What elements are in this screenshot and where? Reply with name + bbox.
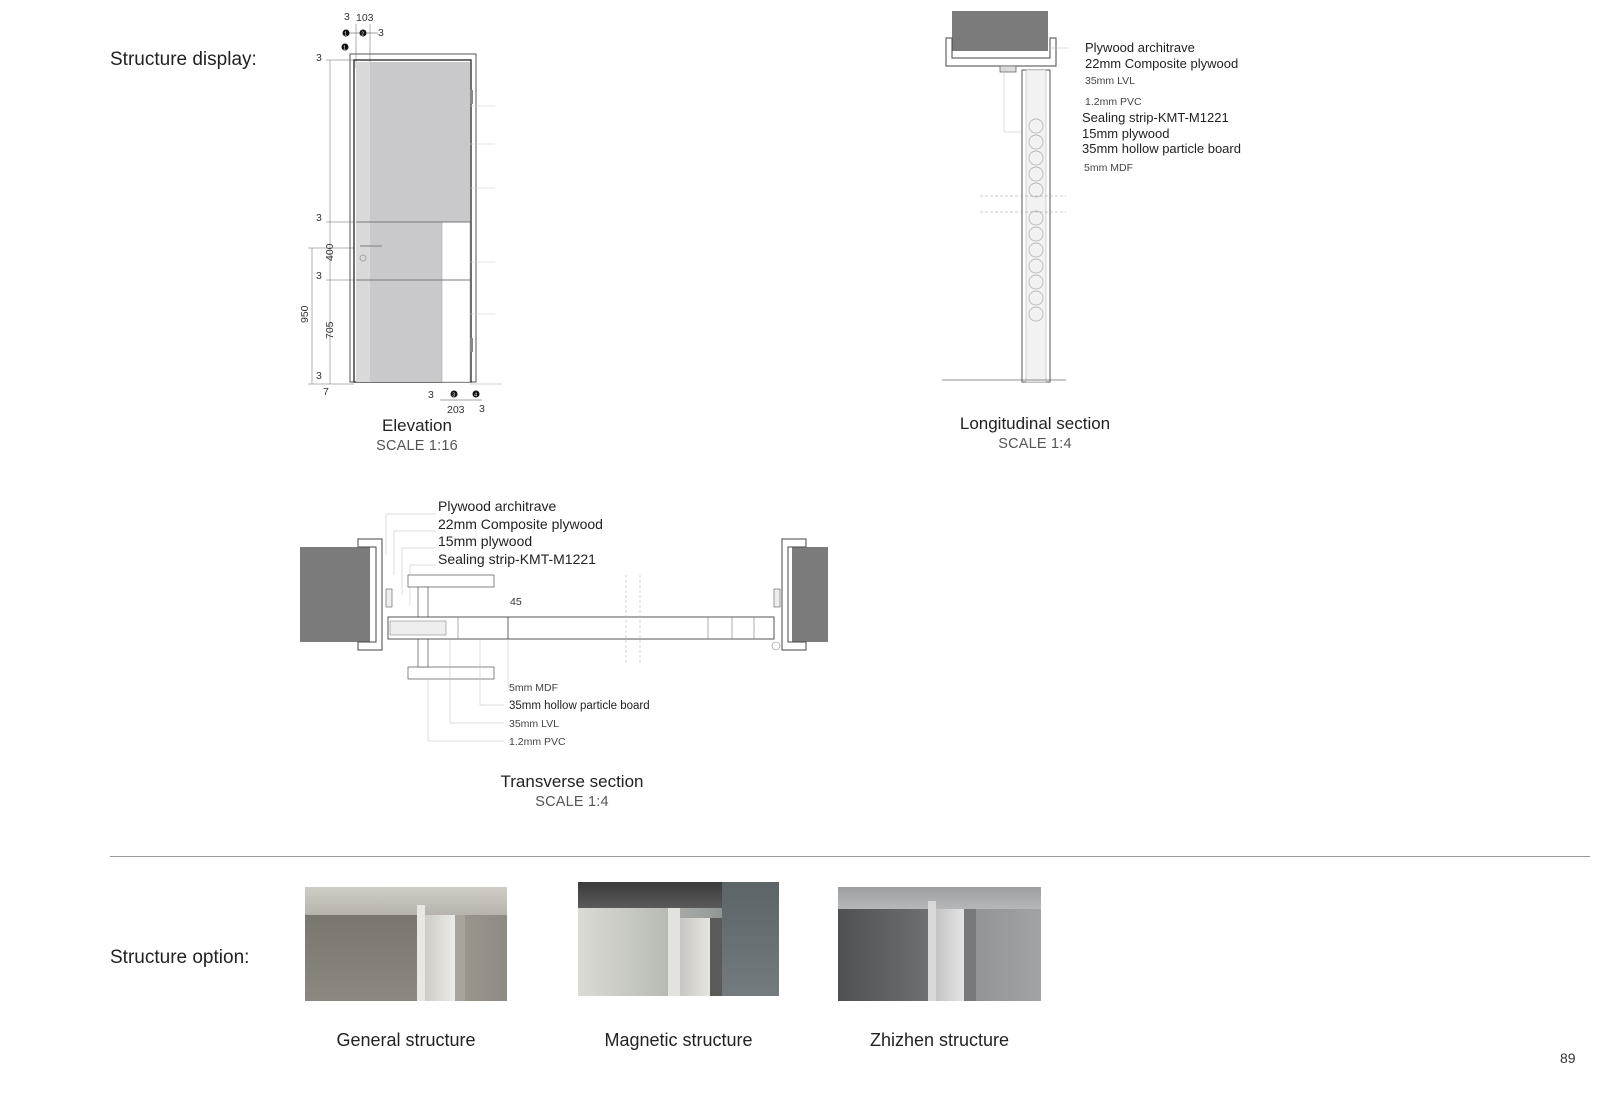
option-label-general: General structure	[336, 1030, 476, 1050]
longitudinal-drawing	[940, 8, 1070, 388]
dim-103: 103	[356, 12, 374, 24]
section-divider	[110, 856, 1590, 857]
trans-note-composite-plywood: 22mm Composite plywood	[438, 515, 603, 532]
magnetic-structure-photo	[578, 882, 779, 996]
general-structure-photo	[305, 887, 507, 1001]
trans-note-hollow-board: 35mm hollow particle board	[509, 700, 650, 712]
trans-note-lvl: 35mm LVL	[509, 718, 559, 730]
dim-400: 400	[324, 243, 336, 261]
dim-3-b: 3	[316, 212, 322, 224]
option-label-zhizhen: Zhizhen structure	[869, 1030, 1010, 1050]
dim-3-d: 3	[316, 370, 322, 382]
elevation-drawing	[290, 8, 520, 428]
svg-text:2: 2	[361, 31, 364, 38]
dim-3-top: 3	[344, 11, 350, 23]
longitudinal-title: Longitudinal section	[959, 414, 1111, 433]
long-note-lvl: 35mm LVL	[1085, 75, 1135, 87]
dim-950: 950	[299, 305, 311, 323]
long-note-pvc: 1.2mm PVC	[1085, 95, 1142, 108]
svg-text:1: 1	[343, 45, 346, 52]
trans-note-pvc: 1.2mm PVC	[509, 736, 566, 748]
long-note-mdf: 5mm MDF	[1084, 161, 1133, 174]
option-label-magnetic: Magnetic structure	[604, 1030, 753, 1050]
transverse-caption	[482, 772, 662, 812]
long-note-hollow-board: 35mm hollow particle board	[1082, 141, 1241, 156]
longitudinal-notes	[1085, 40, 1305, 110]
trans-note-mdf: 5mm MDF	[509, 682, 558, 694]
dim-3-c: 3	[316, 270, 322, 282]
trans-note-plywood-architrave: Plywood architrave	[438, 498, 557, 514]
elevation-scale: SCALE 1:16	[376, 438, 458, 454]
long-note-sealing-strip: Sealing strip-KMT-M1221	[1082, 110, 1229, 125]
structure-option-label: Structure option:	[110, 947, 250, 968]
svg-text:4: 4	[474, 392, 477, 399]
transverse-scale: SCALE 1:4	[535, 794, 609, 810]
longitudinal-caption	[950, 414, 1120, 454]
page-number: 89	[1560, 1050, 1576, 1066]
long-note-plywood-architrave: Plywood architrave	[1085, 40, 1195, 55]
longitudinal-notes-2	[1082, 110, 1322, 176]
long-note-composite-plywood: 22mm Composite plywood	[1085, 55, 1239, 71]
dim-3-top-right: 3	[378, 27, 384, 39]
longitudinal-scale: SCALE 1:4	[998, 436, 1072, 452]
zhizhen-structure-photo	[838, 887, 1041, 1001]
structure-display-label: Structure display:	[110, 49, 257, 70]
dim-7: 7	[323, 386, 329, 398]
trans-note-15mm-plywood: 15mm plywood	[438, 533, 533, 549]
elevation-title: Elevation	[382, 416, 452, 435]
dim-705: 705	[324, 321, 336, 339]
transverse-notes-bottom	[509, 679, 749, 751]
dim-45: 45	[510, 596, 522, 608]
dim-3-bottom-right: 3	[479, 403, 485, 415]
trans-note-sealing-strip: Sealing strip-KMT-M1221	[438, 550, 596, 567]
dim-3-a: 3	[316, 52, 322, 64]
long-note-15mm-plywood: 15mm plywood	[1082, 125, 1170, 141]
dim-203: 203	[447, 404, 465, 416]
transverse-title: Transverse section	[500, 772, 644, 791]
svg-text:3: 3	[452, 392, 455, 399]
svg-text:1: 1	[344, 31, 347, 38]
dim-3-bottom: 3	[428, 389, 434, 401]
elevation-caption	[352, 416, 482, 456]
